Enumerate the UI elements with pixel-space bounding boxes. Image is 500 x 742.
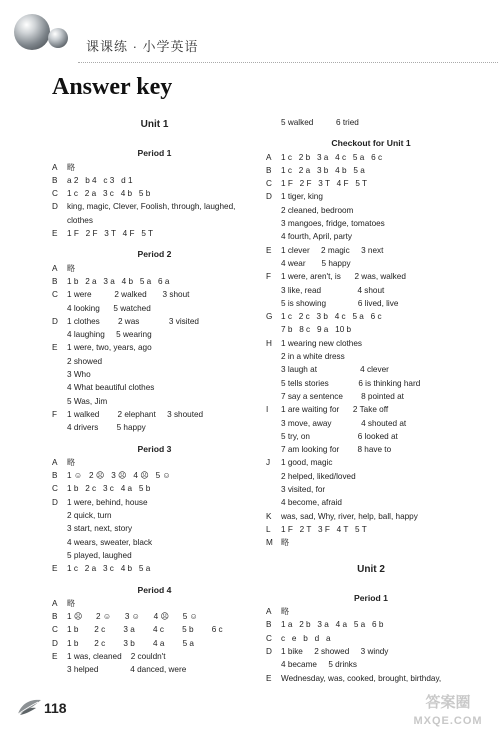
- answer-text: king, magic, Clever, Foolish, through, laughed,: [67, 202, 236, 212]
- question-letter: E: [52, 651, 58, 661]
- question-letter: E: [266, 245, 272, 255]
- answer-text: 略: [67, 263, 76, 273]
- page-title: Answer key: [52, 74, 173, 100]
- answer-text: 1 were 2 walked 3 shout: [67, 290, 190, 300]
- right-answer-column: [266, 116, 476, 685]
- unit-heading: Unit 1: [140, 119, 169, 130]
- answer-text: 2 helped, liked/loved: [281, 471, 356, 481]
- question-letter: [266, 430, 281, 443]
- question-letter: [266, 284, 281, 297]
- question-letter: A: [266, 152, 272, 162]
- question-letter: B: [52, 175, 58, 185]
- answer-row: [266, 470, 476, 483]
- answer-row: [266, 116, 476, 129]
- answer-text: 1 F 2 F 3 T 4 F 5 T: [67, 229, 154, 239]
- answer-row: [52, 381, 257, 394]
- answer-text: was, sad, Why, river, help, ball, happy: [281, 511, 418, 521]
- answer-text: 4 became 5 drinks: [281, 660, 357, 670]
- answer-row: [266, 390, 476, 403]
- question-letter: [266, 350, 281, 363]
- question-letter: D: [52, 316, 58, 326]
- answer-text: 3 Who: [67, 370, 91, 380]
- section-spacer: [266, 129, 476, 137]
- answer-row: [52, 161, 257, 174]
- question-letter: [52, 395, 67, 408]
- answer-text: 1 c 2 a 3 c 4 b 5 b: [67, 189, 151, 199]
- question-letter: A: [52, 457, 58, 467]
- answer-row: [52, 262, 257, 275]
- question-letter: B: [52, 276, 58, 286]
- question-letter: [52, 663, 67, 676]
- question-letter: D: [52, 638, 58, 648]
- answer-text: a 2 b 4 c 3 d 1: [67, 175, 133, 185]
- answer-text: 1 F 2 F 3 T 4 F 5 T: [281, 179, 368, 189]
- answer-row: [266, 363, 476, 376]
- question-letter: [52, 381, 67, 394]
- answer-text: 略: [281, 538, 290, 548]
- period-heading: Period 3: [137, 443, 172, 454]
- answer-text: 4 looking 5 watched: [67, 303, 151, 313]
- answer-text: 1 b 2 c 3 b 4 a 5 a: [67, 638, 194, 648]
- answer-row: [266, 456, 476, 469]
- answer-text: 1 ☹ 2 ☺ 3 ☺ 4 ☹ 5 ☺: [67, 612, 198, 622]
- answer-text: Wednesday, was, cooked, brought, birthday,: [281, 673, 442, 683]
- question-letter: G: [266, 312, 273, 322]
- answer-text: 4 wears, sweater, black: [67, 537, 153, 547]
- answer-row: [52, 469, 257, 482]
- question-letter: B: [52, 612, 58, 622]
- answer-row: [52, 328, 257, 341]
- answer-text: 2 showed: [67, 356, 103, 366]
- answer-row: [52, 275, 257, 288]
- answer-text: 3 move, away 4 shouted at: [281, 418, 407, 428]
- answer-row: [266, 443, 476, 456]
- answer-row: [52, 395, 257, 408]
- answer-text: 1 were, two, years, ago: [67, 343, 152, 353]
- question-letter: C: [266, 179, 272, 189]
- period-heading: Checkout for Unit 1: [331, 138, 411, 149]
- answer-row: [266, 658, 476, 671]
- question-letter: [266, 417, 281, 430]
- answer-row: [52, 315, 257, 328]
- answer-row: [266, 310, 476, 323]
- question-letter: C: [266, 633, 272, 643]
- unit-heading: Unit 2: [357, 563, 385, 575]
- answer-row: [266, 204, 476, 217]
- question-letter: [52, 536, 67, 549]
- answer-text: 1 a 2 b 3 a 4 a 5 a 6 b: [281, 620, 384, 630]
- answer-row: [52, 623, 257, 636]
- decorative-small-ball-icon: [48, 28, 68, 48]
- answer-row: [52, 421, 257, 434]
- answer-text: 4 laughing 5 wearing: [67, 330, 152, 340]
- page-footer: [14, 694, 84, 724]
- question-letter: [52, 509, 67, 522]
- answer-text: 1 b 2 c 3 c 4 a 5 b: [67, 484, 151, 494]
- question-letter: C: [52, 625, 58, 635]
- answer-text: 3 like, read 4 shout: [281, 285, 385, 295]
- section-spacer: [266, 550, 476, 563]
- answer-text: 1 bike 2 showed 3 windy: [281, 646, 389, 656]
- answer-text: 4 What beautiful clothes: [67, 383, 155, 393]
- answer-text: clothes: [67, 215, 93, 225]
- answer-text: 7 say a sentence 8 pointed at: [281, 391, 404, 401]
- answer-text: 1 good, magic: [281, 458, 333, 468]
- section-spacer: [52, 435, 257, 443]
- answer-row: [52, 610, 257, 623]
- question-letter: B: [266, 165, 272, 175]
- section-spacer: [52, 131, 257, 139]
- question-letter: [266, 658, 281, 671]
- question-letter: [266, 323, 281, 336]
- answer-text: 7 am looking for 8 have to: [281, 445, 392, 455]
- answer-row: [266, 377, 476, 390]
- answer-row: [266, 230, 476, 243]
- question-letter: A: [52, 162, 58, 172]
- answer-text: 1 were, behind, house: [67, 497, 148, 507]
- answer-row: [266, 190, 476, 203]
- section-spacer: [266, 576, 476, 584]
- question-letter: [52, 421, 67, 434]
- answer-row: [52, 408, 257, 421]
- answer-row: [266, 403, 476, 416]
- question-letter: D: [52, 202, 58, 212]
- question-letter: E: [266, 673, 272, 683]
- answer-row: [52, 456, 257, 469]
- answer-row: [266, 244, 476, 257]
- answer-text: 1 clever 2 magic 3 next: [281, 245, 384, 255]
- question-letter: A: [266, 607, 272, 617]
- answer-row: [52, 482, 257, 495]
- question-letter: [266, 377, 281, 390]
- answer-text: 1 b 2 a 3 a 4 b 5 a 6 a: [67, 276, 170, 286]
- question-letter: [52, 302, 67, 315]
- answer-text: 7 b 8 c 9 a 10 b: [281, 325, 352, 335]
- period-heading: Period 2: [137, 249, 172, 260]
- answer-text: 1 wearing new clothes: [281, 338, 363, 348]
- answer-text: 1 c 2 a 3 b 4 b 5 a: [281, 165, 365, 175]
- answer-text: 4 wear 5 happy: [281, 258, 351, 268]
- question-letter: I: [266, 405, 269, 415]
- leaf-icon: [16, 698, 42, 716]
- question-letter: A: [52, 598, 58, 608]
- answer-row: [266, 350, 476, 363]
- answer-text: 略: [67, 598, 76, 608]
- question-letter: E: [52, 343, 58, 353]
- answer-text: 1 c 2 c 3 b 4 c 5 a 6 c: [281, 312, 382, 322]
- question-letter: E: [52, 229, 58, 239]
- answer-text: 1 c 2 b 3 a 4 c 5 a 6 c: [281, 152, 383, 162]
- answer-row: [266, 151, 476, 164]
- question-letter: B: [52, 471, 58, 481]
- answer-text: 5 tells stories 6 is thinking hard: [281, 378, 421, 388]
- answer-row: [266, 496, 476, 509]
- question-letter: C: [52, 484, 58, 494]
- answer-row: [266, 632, 476, 645]
- answer-row: [266, 536, 476, 549]
- answer-row: [52, 355, 257, 368]
- question-letter: [266, 496, 281, 509]
- question-letter: [266, 297, 281, 310]
- answer-text: 2 cleaned, bedroom: [281, 205, 354, 215]
- answer-row: [266, 177, 476, 190]
- answer-row: [52, 536, 257, 549]
- answer-text: 1 c 2 a 3 c 4 b 5 a: [67, 564, 151, 574]
- question-letter: M: [266, 538, 273, 548]
- question-letter: [266, 390, 281, 403]
- section-spacer: [52, 139, 257, 147]
- watermark: [404, 694, 492, 738]
- answer-text: 4 drivers 5 happy: [67, 423, 146, 433]
- answer-row: [52, 341, 257, 354]
- question-letter: F: [266, 272, 272, 282]
- period-heading: Period 4: [137, 584, 172, 595]
- question-letter: [266, 204, 281, 217]
- header-title: 课课练 · 小学英语: [86, 39, 199, 54]
- decorative-ball-icon: [14, 14, 50, 50]
- watermark-line-2: MXQE.COM: [413, 715, 483, 727]
- answer-text: 1 were, aren't, is 2 was, walked: [281, 272, 406, 282]
- section-spacer: [52, 240, 257, 248]
- answer-row: [266, 297, 476, 310]
- question-letter: [52, 368, 67, 381]
- answer-text: 5 played, laughed: [67, 550, 132, 560]
- answer-text: 5 walked 6 tried: [281, 118, 359, 127]
- answer-text: 1 ☺ 2 ☹ 3 ☹ 4 ☹ 5 ☺: [67, 471, 171, 481]
- answer-text: 5 try, on 6 looked at: [281, 431, 398, 441]
- period-heading: Period 1: [354, 592, 388, 603]
- answer-text: 1 walked 2 elephant 3 shouted: [67, 409, 204, 419]
- answer-row: [52, 509, 257, 522]
- question-letter: E: [52, 564, 58, 574]
- question-letter: [266, 217, 281, 230]
- left-answer-column: [52, 118, 257, 677]
- question-letter: [266, 363, 281, 376]
- answer-text: 4 become, afraid: [281, 498, 342, 508]
- question-letter: [266, 257, 281, 270]
- answer-text: 3 laugh at 4 clever: [281, 365, 389, 375]
- answer-row: [266, 164, 476, 177]
- page-number: 118: [44, 700, 67, 716]
- answer-text: 1 F 2 T 3 F 4 T 5 T: [281, 524, 367, 534]
- question-letter: [266, 470, 281, 483]
- answer-text: 5 is showing 6 lived, live: [281, 298, 399, 308]
- section-spacer: [52, 576, 257, 584]
- answer-row: [52, 227, 257, 240]
- question-letter: [52, 522, 67, 535]
- question-letter: B: [266, 620, 272, 630]
- answer-row: [266, 430, 476, 443]
- question-letter: F: [52, 409, 58, 419]
- answer-row: [52, 650, 257, 663]
- answer-text: 5 Was, Jim: [67, 396, 108, 406]
- answer-row: [52, 214, 257, 227]
- answer-text: 3 mangoes, fridge, tomatoes: [281, 219, 385, 229]
- answer-text: 1 tiger, king: [281, 192, 323, 202]
- answer-row: [52, 549, 257, 562]
- answer-row: [52, 522, 257, 535]
- question-letter: [52, 355, 67, 368]
- question-letter: D: [266, 646, 272, 656]
- answer-row: [52, 302, 257, 315]
- answer-text: 略: [281, 607, 290, 617]
- answer-row: [52, 637, 257, 650]
- question-letter: A: [52, 263, 58, 273]
- question-letter: D: [52, 497, 58, 507]
- answer-text: 3 helped 4 danced, were: [67, 665, 187, 675]
- answer-row: [52, 496, 257, 509]
- answer-row: [52, 562, 257, 575]
- answer-text: 4 fourth, April, party: [281, 232, 352, 242]
- header-divider: [78, 62, 498, 63]
- answer-row: [52, 288, 257, 301]
- answer-row: [266, 337, 476, 350]
- answer-row: [266, 523, 476, 536]
- page-header: [14, 14, 484, 54]
- answer-text: 2 quick, turn: [67, 511, 112, 521]
- question-letter: [266, 230, 281, 243]
- question-letter: J: [266, 458, 271, 468]
- answer-text: 略: [67, 162, 76, 172]
- question-letter: H: [266, 338, 272, 348]
- question-letter: [52, 549, 67, 562]
- section-spacer: [266, 584, 476, 592]
- answer-text: 1 was, cleaned 2 couldn't: [67, 651, 166, 661]
- question-letter: [52, 214, 67, 227]
- answer-text: 3 visited, for: [281, 485, 326, 495]
- answer-row: [52, 663, 257, 676]
- answer-row: [266, 417, 476, 430]
- answer-text: 1 b 2 c 3 a 4 c 5 b 6 c: [67, 625, 223, 635]
- answer-row: [266, 217, 476, 230]
- answer-text: 1 clothes 2 was 3 visited: [67, 316, 199, 326]
- question-letter: L: [266, 524, 271, 534]
- watermark-line-1: 答案圈: [425, 694, 471, 711]
- answer-row: [52, 174, 257, 187]
- answer-row: [266, 483, 476, 496]
- question-letter: [266, 443, 281, 456]
- question-letter: [266, 116, 281, 129]
- answer-row: [266, 672, 476, 685]
- answer-row: [266, 257, 476, 270]
- period-heading: Period 1: [137, 148, 172, 159]
- answer-row: [266, 605, 476, 618]
- question-letter: K: [266, 511, 272, 521]
- question-letter: C: [52, 189, 58, 199]
- question-letter: C: [52, 290, 58, 300]
- question-letter: [266, 483, 281, 496]
- answer-row: [52, 597, 257, 610]
- answer-row: [266, 510, 476, 523]
- answer-row: [52, 200, 257, 213]
- answer-row: [266, 618, 476, 631]
- answer-text: 3 start, next, story: [67, 524, 133, 534]
- question-letter: D: [266, 192, 272, 202]
- answer-row: [266, 323, 476, 336]
- question-letter: [52, 328, 67, 341]
- answer-text: 2 in a white dress: [281, 352, 345, 362]
- answer-row: [266, 284, 476, 297]
- answer-text: 略: [67, 457, 76, 467]
- answer-text: c e b d a: [281, 633, 331, 643]
- answer-row: [52, 187, 257, 200]
- answer-row: [52, 368, 257, 381]
- answer-text: 1 are waiting for 2 Take off: [281, 405, 389, 415]
- answer-row: [266, 270, 476, 283]
- answer-row: [266, 645, 476, 658]
